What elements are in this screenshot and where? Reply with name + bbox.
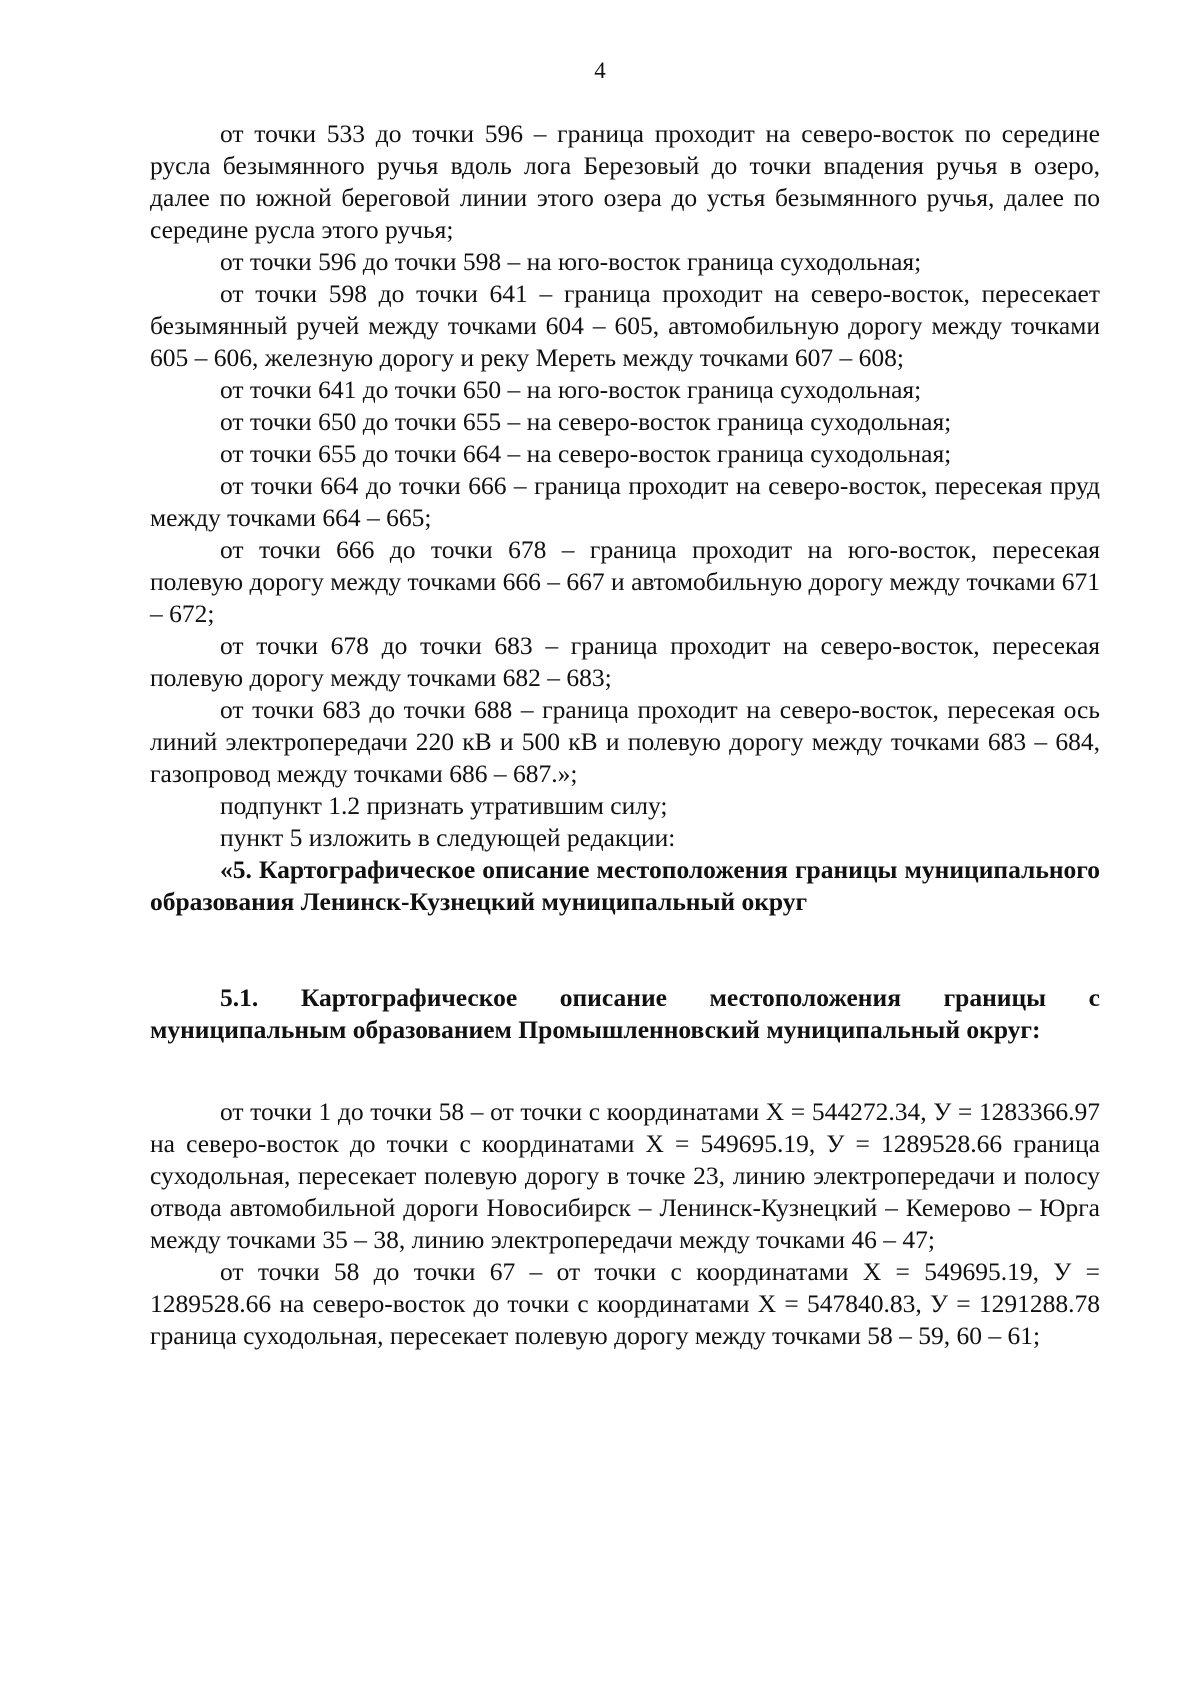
page-number: 4 — [594, 58, 606, 83]
paragraph: от точки 598 до точки 641 – граница проходит на северо-восток, пересекает безымянный ручей между точками 604 – 605, автомобильную дорогу между точками 605 – 606, железную дорогу и реку Мереть между точками 607 – 608; — [150, 279, 1100, 372]
paragraph: от точки 641 до точки 650 – на юго-восток граница суходольная; — [220, 375, 922, 404]
section-heading-5-1: 5.1. Картографическое описание местоположения границы с муниципальным образованием Промышленновский муниципальный округ: — [150, 983, 1100, 1044]
paragraph: от точки 664 до точки 666 – граница проходит на северо-восток, пересекая пруд между точками 664 – 665; — [150, 471, 1100, 532]
paragraph: от точки 58 до точки 67 – от точки с координатами Х = 549695.19, У = 1289528.66 на северо-восток до точки с координатами Х = 547840.83, У = 1291288.78 граница суходольная, пересекает полевую дорогу между точками 58 – 59, 60 – 61; — [150, 1257, 1100, 1350]
paragraph: от точки 596 до точки 598 – на юго-восток граница суходольная; — [220, 247, 922, 276]
paragraph: от точки 1 до точки 58 – от точки с координатами Х = 544272.34, У = 1283366.97 на северо-восток до точки с координатами Х = 549695.19, У = 1289528.66 граница суходольная, пересекает полевую дорогу в точке 23, линию электропередачи и полосу отвода автомобильной дороги Новосибирск – Ленинск-Кузнецкий – Кемерово – Юрга между точками 35 – 38, линию электропередачи между точками 46 – 47; — [150, 1097, 1100, 1254]
paragraph: от точки 655 до точки 664 – на северо-восток граница суходольная; — [220, 439, 952, 468]
paragraph: пункт 5 изложить в следующей редакции: — [220, 823, 676, 852]
section-heading-5: «5. Картографическое описание местоположения границы муниципального образования Ленинск-Кузнецкий муниципальный округ — [150, 855, 1100, 916]
paragraph: подпункт 1.2 признать утратившим силу; — [220, 791, 668, 820]
paragraph: от точки 683 до точки 688 – граница проходит на северо-восток, пересекая ось линий электропередачи 220 кВ и 500 кВ и полевую дорогу между точками 683 – 684, газопровод между точками 686 – 687.»; — [150, 695, 1100, 788]
document-body — [150, 118, 1100, 1352]
paragraph: от точки 666 до точки 678 – граница проходит на юго-восток, пересекая полевую дорогу между точками 666 – 667 и автомобильную дорогу между точками 671 – 672; — [150, 535, 1100, 628]
spacer — [150, 1046, 1100, 1096]
spacer — [150, 918, 1100, 982]
paragraph: от точки 533 до точки 596 – граница проходит на северо-восток по середине русла безымянного ручья вдоль лога Березовый до точки впадения ручья в озеро, далее по южной береговой линии этого озера до устья безымянного ручья, далее по середине русла этого ручья; — [150, 119, 1100, 244]
paragraph: от точки 650 до точки 655 – на северо-восток граница суходольная; — [220, 407, 952, 436]
paragraph: от точки 678 до точки 683 – граница проходит на северо-восток, пересекая полевую дорогу между точками 682 – 683; — [150, 631, 1100, 692]
